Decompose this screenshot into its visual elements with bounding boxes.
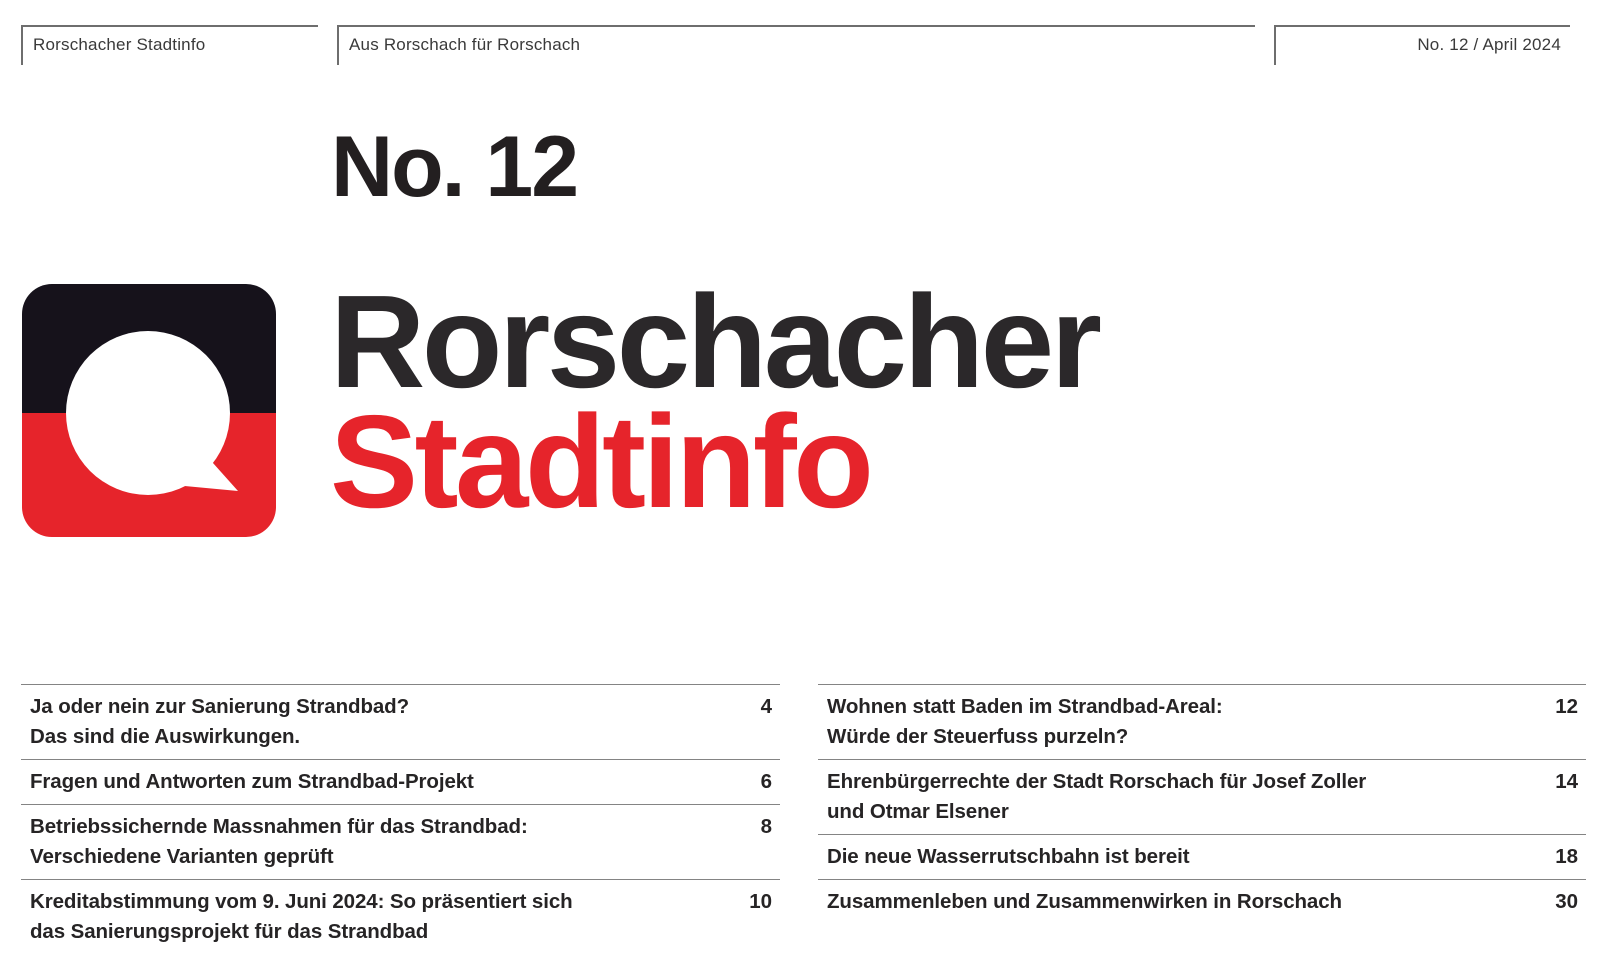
toc-item[interactable] [818, 684, 1586, 759]
toc-item-line: und Otmar Elsener [827, 800, 1009, 823]
speech-bubble-logo-icon [22, 284, 276, 537]
header-publication-name: Rorschacher Stadtinfo [21, 25, 318, 65]
toc-item-line: Würde der Steuerfuss purzeln? [827, 725, 1129, 748]
toc-item[interactable] [818, 879, 1586, 924]
toc-item[interactable] [818, 834, 1586, 879]
toc-item-line: Kreditabstimmung vom 9. Juni 2024: So präsentiert sich [30, 890, 573, 913]
toc-item-line: Fragen und Antworten zum Strandbad-Projekt [30, 770, 474, 793]
toc-item[interactable] [21, 804, 780, 879]
toc-page-number: 30 [1555, 890, 1578, 913]
toc-item[interactable] [21, 879, 780, 954]
header-tagline: Aus Rorschach für Rorschach [337, 25, 1255, 65]
issue-number-title: No. 12 [331, 119, 578, 215]
toc-item-line: Ehrenbürgerrechte der Stadt Rorschach für Josef Zoller [827, 770, 1367, 793]
toc-page-number: 6 [760, 770, 772, 793]
toc-right-column [818, 684, 1586, 954]
brand-name-bottom: Stadtinfo [330, 388, 871, 535]
top-header [21, 25, 1570, 65]
toc-item-line: Ja oder nein zur Sanierung Strandbad? [30, 695, 410, 718]
toc-page-number: 18 [1555, 845, 1578, 868]
toc-item-line: Zusammenleben und Zusammenwirken in Rorschach [827, 890, 1342, 913]
toc-item-line: Betriebssichernde Massnahmen für das Strandbad: [30, 815, 528, 838]
toc-page-number: 8 [760, 815, 772, 838]
toc-item-line: Wohnen statt Baden im Strandbad-Areal: [827, 695, 1223, 718]
toc-item[interactable] [818, 759, 1586, 834]
toc-page-number: 14 [1555, 770, 1578, 793]
toc-page-number: 4 [760, 695, 772, 718]
toc-page-number: 10 [749, 890, 772, 913]
brand-name-top: Rorschacher [330, 268, 1099, 415]
toc-left-column [21, 684, 780, 954]
toc-item-line: das Sanierungsprojekt für das Strandbad [30, 920, 429, 943]
table-of-contents [21, 684, 1586, 954]
brand-wordmark [330, 268, 1099, 535]
header-issue-date: No. 12 / April 2024 [1274, 25, 1570, 65]
toc-item-line: Verschiedene Varianten geprüft [30, 845, 334, 868]
toc-item-line: Das sind die Auswirkungen. [30, 725, 301, 748]
toc-item[interactable] [21, 759, 780, 804]
toc-item-line: Die neue Wasserrutschbahn ist bereit [827, 845, 1190, 868]
toc-page-number: 12 [1555, 695, 1578, 718]
toc-item[interactable] [21, 684, 780, 759]
